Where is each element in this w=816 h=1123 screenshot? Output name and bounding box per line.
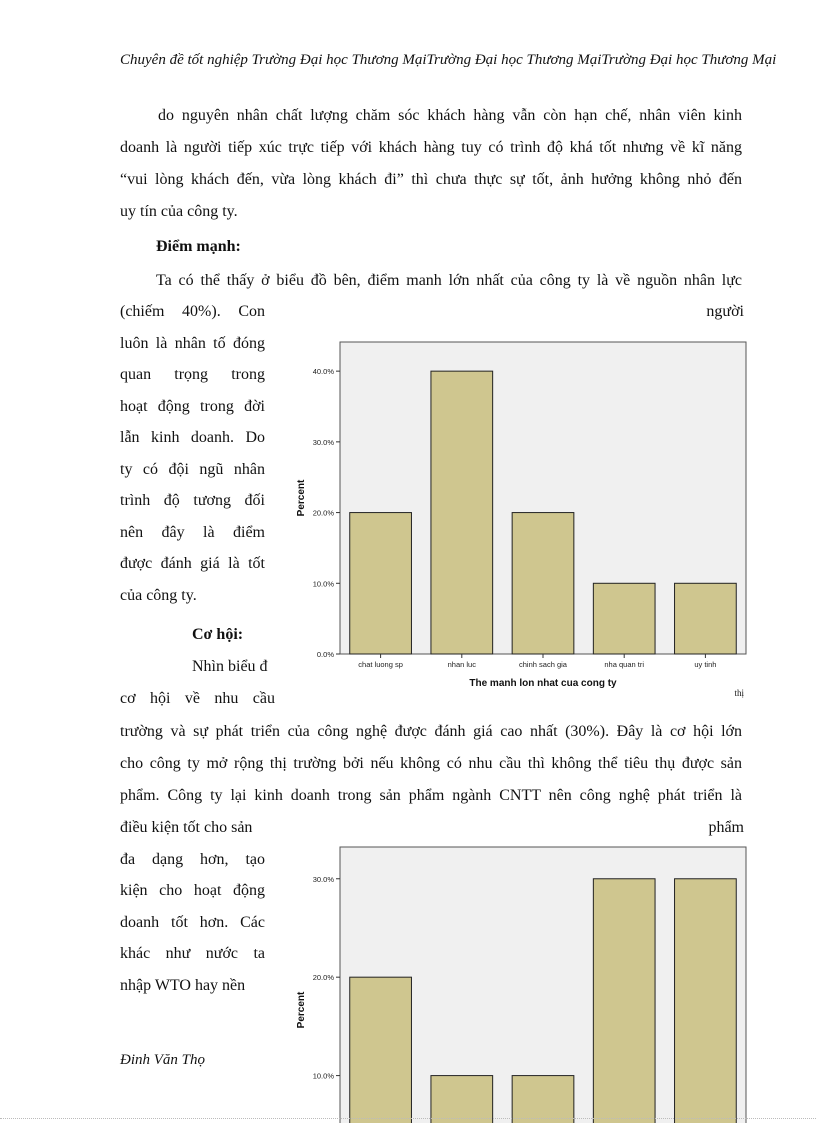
chart2-y-tick-label: 20.0% xyxy=(312,973,334,983)
chart1-bar xyxy=(350,513,412,654)
strengths-heading: Điểm mạnh: xyxy=(156,238,241,255)
intro-line-4: uy tín của công ty. xyxy=(120,203,238,220)
chart1-x-axis-title: The manh lon nhat cua cong ty xyxy=(469,678,617,689)
strengths-left-line: ty có đội ngũ nhân xyxy=(120,460,265,478)
strengths-right-word: người xyxy=(706,303,744,320)
chart1-bar xyxy=(593,583,655,654)
opportunities-right-line: phẩm xyxy=(708,819,744,836)
opportunities-left-column-2 xyxy=(120,812,265,1001)
opportunities-left-line: khác như nước ta xyxy=(120,945,265,962)
strengths-left-line: luôn là nhân tố đóng xyxy=(120,334,265,352)
opportunities-left-line: điều kiện tốt cho sản xyxy=(120,819,253,836)
opportunities-left-line: kiện cho hoạt động xyxy=(120,882,265,899)
chart2-bar xyxy=(593,879,655,1123)
chart1-bar xyxy=(675,583,737,654)
chart1-y-tick-label: 10.0% xyxy=(312,579,334,589)
strengths-left-line: của công ty. xyxy=(120,586,197,604)
chart1-category-label: nhan luc xyxy=(447,660,476,669)
chart1-bar xyxy=(512,513,574,654)
chart1-y-tick-label: 20.0% xyxy=(312,508,334,518)
strengths-left-line: (chiếm 40%). Con xyxy=(120,303,265,320)
opportunities-left-line: doanh tốt hơn. Các xyxy=(120,913,265,931)
intro-line-1: do nguyên nhân chất lượng chăm sóc khách hàng vẫn còn hạn chế, nhân viên kinh xyxy=(158,107,742,124)
intro-line-2: doanh là người tiếp xúc trực tiếp với khách hàng tuy có trình độ khá tốt nhưng về kĩ năng xyxy=(120,139,742,156)
chart1-category-label: chinh sach gia xyxy=(519,660,567,669)
chart2-y-axis-title: Percent xyxy=(296,991,307,1029)
chart2-bar xyxy=(512,1076,574,1123)
strengths-left-line: nên đây là điểm xyxy=(120,523,265,541)
opportunities-line-3: phẩm. Công ty lại kinh doanh trong sản phẩm ngành CNTT nên công nghệ phát triển là xyxy=(120,787,742,804)
chart2-y-tick-label: 10.0% xyxy=(312,1071,334,1081)
strengths-right-column xyxy=(690,296,744,328)
strengths-bar-chart xyxy=(290,335,760,695)
strengths-left-line: lẫn kinh doanh. Do xyxy=(120,429,265,446)
opportunities-right-fragment: thị xyxy=(734,688,744,698)
opportunities-left-line: cơ hội về nhu cầu xyxy=(120,689,275,707)
chart1-y-tick-label: 30.0% xyxy=(312,437,334,447)
strengths-left-line: hoạt động trong đời xyxy=(120,397,265,415)
opportunities-left-line: nhập WTO hay nền xyxy=(120,976,246,994)
opportunities-left-line: đa dạng hơn, tạo xyxy=(120,850,265,868)
strengths-left-column xyxy=(120,296,265,611)
strengths-line-1: Ta có thể thấy ở biểu đồ bên, điểm manh lớn nhất của công ty là về nguồn nhân lực xyxy=(156,272,742,289)
opportunities-line-1: trường và sự phát triển của công nghệ được đánh giá cao nhất (30%). Đây là cơ hội lớn xyxy=(120,723,742,740)
chart2-bar xyxy=(675,879,737,1123)
chart2-y-tick-label: 30.0% xyxy=(312,874,334,884)
opportunities-left-column xyxy=(120,651,275,714)
page-header: Chuyên đề tốt nghiệp Trường Đại học Thương MạiTrường Đại học Thương MạiTrường Đại học Thương Mại xyxy=(120,52,777,68)
opportunities-left-line: Nhìn biểu đ xyxy=(192,658,268,675)
chart1-category-label: uy tinh xyxy=(694,660,717,669)
chart1-category-label: chat luong sp xyxy=(358,660,403,669)
chart1-y-axis-title: Percent xyxy=(296,479,307,517)
opportunities-bar-chart xyxy=(290,840,760,1123)
opportunities-chart-svg xyxy=(290,840,760,1123)
chart1-bar xyxy=(431,371,493,654)
chart1-y-tick-label: 40.0% xyxy=(312,367,334,377)
strengths-left-line: trình độ tương đối xyxy=(120,492,265,509)
strengths-chart-svg xyxy=(290,335,760,695)
opportunities-line-2: cho công ty mở rộng thị trường bởi nếu không có nhu cầu thì không thể tiêu thụ được sản xyxy=(120,755,742,772)
strengths-left-line: quan trọng trong xyxy=(120,366,265,383)
chart1-y-tick-label: 0.0% xyxy=(316,650,334,659)
chart2-bar xyxy=(431,1076,493,1123)
strengths-left-line: được đánh giá là tốt xyxy=(120,555,265,572)
footer-author: Đinh Văn Thọ xyxy=(120,1052,206,1068)
intro-line-3: “vui lòng khách đến, vừa lòng khách đi” thì chưa thực sự tốt, ảnh hưởng không nhỏ đến xyxy=(120,171,742,188)
page-bottom-rule xyxy=(0,1118,816,1119)
chart2-bar xyxy=(350,977,412,1123)
chart1-category-label: nha quan tri xyxy=(604,660,645,669)
opportunities-heading: Cơ hội: xyxy=(192,626,244,643)
